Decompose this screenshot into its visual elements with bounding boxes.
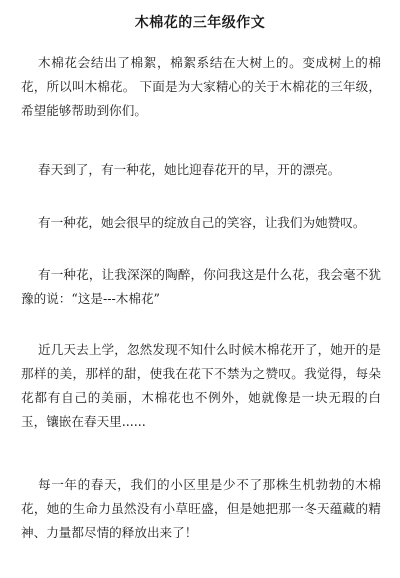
paragraph-intoxicated: 有一种花，让我深深的陶醉，你问我这是什么花，我会毫不犹豫的说：“这是---木棉花” [21, 266, 381, 306]
paragraph-spring: 春天到了，有一种花，她比迎春花开的早，开的漂亮。 [38, 161, 341, 177]
paragraph-community: 每一年的春天，我们的小区里是少不了那株生机勃勃的木棉花，她的生命力虽然没有小草旺盛，但是她把那一冬天蕴藏的精神、力量都尽情的释放出来了！ [21, 476, 381, 540]
paragraph-intro: 木棉花会结出了棉絮，棉絮系结在大树上的。变成树上的棉花，所以叫木棉花。 下面是为大家精心的关于木棉花的三年级，希望能够帮助到你们。 [21, 54, 381, 118]
paragraph-smile: 有一种花，她会很早的绽放自己的笑容，让我们为她赞叹。 [38, 214, 366, 230]
paragraph-school: 近几天去上学，忽然发现不知什么时候木棉花开了，她开的是那样的美，那样的甜，使我在花下不禁为之赞叹。我觉得，每朵花都有自己的美丽，木棉花也不例外，她就像是一块无瑕的白玉，镶嵌在春天里...... [21, 341, 381, 429]
document-title: 木棉花的三年级作文 [134, 15, 266, 31]
